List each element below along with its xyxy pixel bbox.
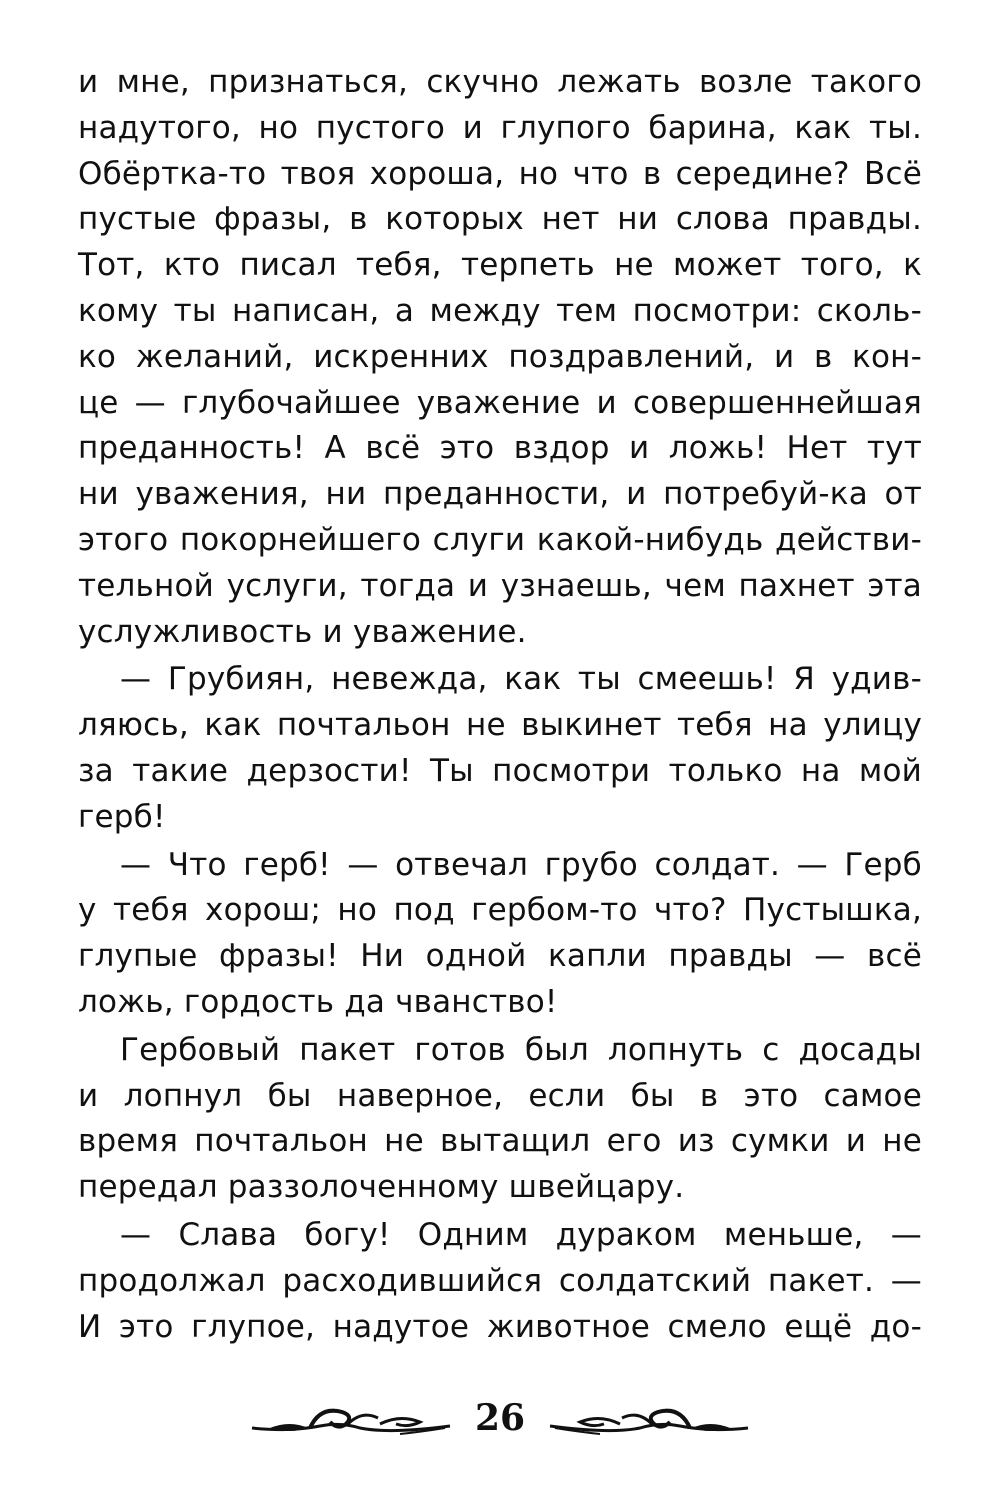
text-line: этого покорнейшего слуги какой-нибудь действи- bbox=[78, 521, 922, 558]
text-line: услужливость и уважение. bbox=[78, 613, 527, 650]
text-line: И это глупое, надутое животное смело ещё до- bbox=[78, 1308, 922, 1345]
text-line: надутого, но пустого и глупого барина, как ты. bbox=[78, 109, 922, 146]
text-line: пустые фразы, в которых нет ни слова правды. bbox=[78, 201, 922, 238]
text-line: ни уважения, ни преданности, и потребуй-ка от bbox=[78, 476, 922, 513]
left-flourish-ornament-icon bbox=[250, 1398, 455, 1442]
text-line: у тебя хорош; но под гербом-то что? Пустышка, bbox=[78, 892, 922, 929]
text-line: герб! bbox=[78, 798, 166, 835]
text-line: преданность! А всё это вздор и ложь! Нет тут bbox=[78, 430, 922, 467]
text-line: ко желаний, искренних поздравлений, и в кон- bbox=[78, 338, 922, 375]
text-line: время почтальон не вытащил его из сумки и не bbox=[78, 1123, 922, 1160]
text-line: передал раззолоченному швейцару. bbox=[78, 1169, 685, 1206]
text-line: — Слава богу! Одним дураком меньше, — bbox=[120, 1216, 922, 1253]
text-line: Гербовый пакет готов был лопнуть с досады bbox=[120, 1031, 922, 1068]
text-line: за такие дерзости! Ты посмотри только на мой bbox=[78, 752, 922, 789]
text-line: Обёртка-то твоя хороша, но что в середине? Всё bbox=[78, 155, 922, 192]
text-line: — Что герб! — отвечал грубо солдат. — Герб bbox=[120, 846, 922, 883]
text-line: ложь, гордость да чванство! bbox=[78, 983, 558, 1020]
text-line: продолжал расходившийся солдатский пакет. — bbox=[78, 1262, 922, 1299]
text-line: тельной услуги, тогда и узнаешь, чем пахнет эта bbox=[78, 567, 922, 604]
text-line: ляюсь, как почтальон не выкинет тебя на улицу bbox=[78, 707, 922, 744]
text-line: Тот, кто писал тебя, терпеть не может того, к bbox=[78, 247, 922, 284]
text-line: глупые фразы! Ни одной капли правды — всё bbox=[78, 938, 922, 975]
text-line: и лопнул бы наверное, если бы в это самое bbox=[78, 1077, 922, 1114]
text-line: и мне, признаться, скучно лежать возле такого bbox=[78, 64, 922, 100]
text-line: кому ты написан, а между тем посмотри: сколь- bbox=[78, 292, 922, 329]
page-text bbox=[78, 60, 922, 1350]
text-line: це — глубочайшее уважение и совершеннейшая bbox=[78, 384, 922, 421]
right-flourish-ornament-icon bbox=[545, 1398, 750, 1442]
text-line: — Грубиян, невежда, как ты смеешь! Я удив- bbox=[120, 661, 922, 698]
page-footer bbox=[0, 1388, 1000, 1458]
page-number: 26 bbox=[474, 1397, 526, 1439]
